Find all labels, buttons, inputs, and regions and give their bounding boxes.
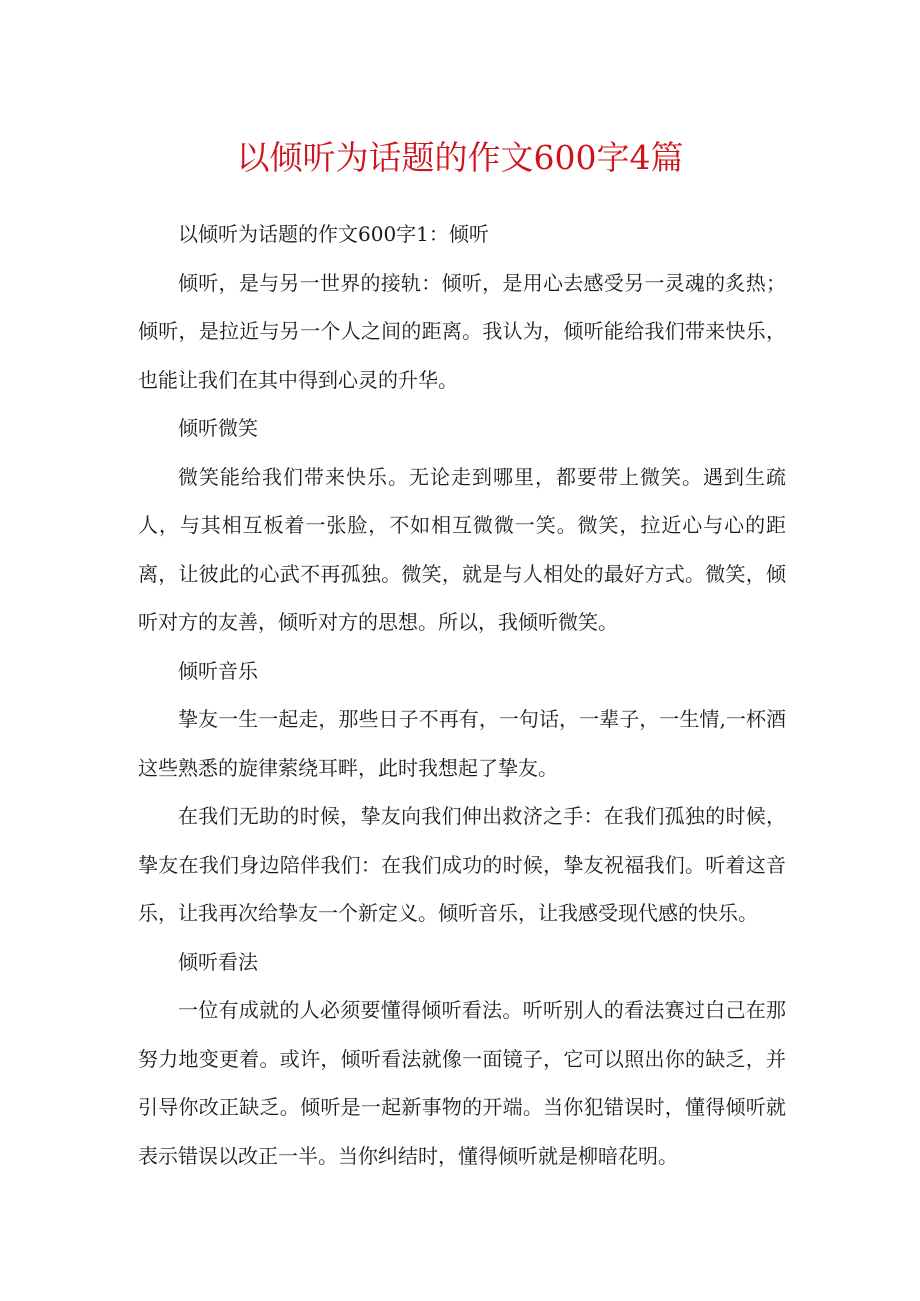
paragraph: 挚友一生一起走，那些日子不再有，一句话，一辈子，一生情,一杯酒这些熟悉的旋律萦绕耳畔，此时我想起了挚友。 [138,707,786,780]
section-heading-music: 倾听音乐 [178,658,258,683]
section-heading-smile: 倾听微笑 [178,416,258,440]
essay-heading: 以倾听为话题的作文600字1：倾听 [178,222,489,246]
paragraph: 在我们无助的时候，挚友向我们伸出救济之手：在我们孤独的时候，挚友在我们身边陪伴我们：在我们成功的时候，挚友祝福我们。听着这音乐，让我再次给挚友一个新定义。倾听音乐，让我感受现代感的快乐。 [138,804,786,925]
section-heading-opinions: 倾听看法 [178,949,258,974]
paragraph: 微笑能给我们带来快乐。无论走到哪里，都要带上微笑。遇到生疏人，与其相互板着一张脸，不如相互微微一笑。微笑，拉近心与心的距离，让彼此的心武不再孤独。微笑，就是与人相处的最好方式。微笑，倾听对方的友善，倾听对方的思想。所以，我倾听微笑。 [138,464,786,634]
paragraph: 倾听，是与另一世界的接轨：倾听，是用心去感受另一灵魂的炙热；倾听，是拉近与另一个人之间的距离。我认为，倾听能给我们带来快乐，也能让我们在其中得到心灵的升华。 [138,270,786,392]
document-body [138,210,786,1180]
document-title: 以倾听为话题的作文600字4篇 [236,138,684,177]
paragraph: 一位有成就的人必须要懂得倾听看法。听听别人的看法赛过白己在那努力地变更着。或许，倾听看法就像一面镜子，它可以照出你的缺乏，并引导你改正缺乏。倾听是一起新事物的开端。当你犯错误时，懂得倾听就表示错误以改正一半。当你纠结时，懂得倾听就是柳暗花明。 [138,998,786,1168]
